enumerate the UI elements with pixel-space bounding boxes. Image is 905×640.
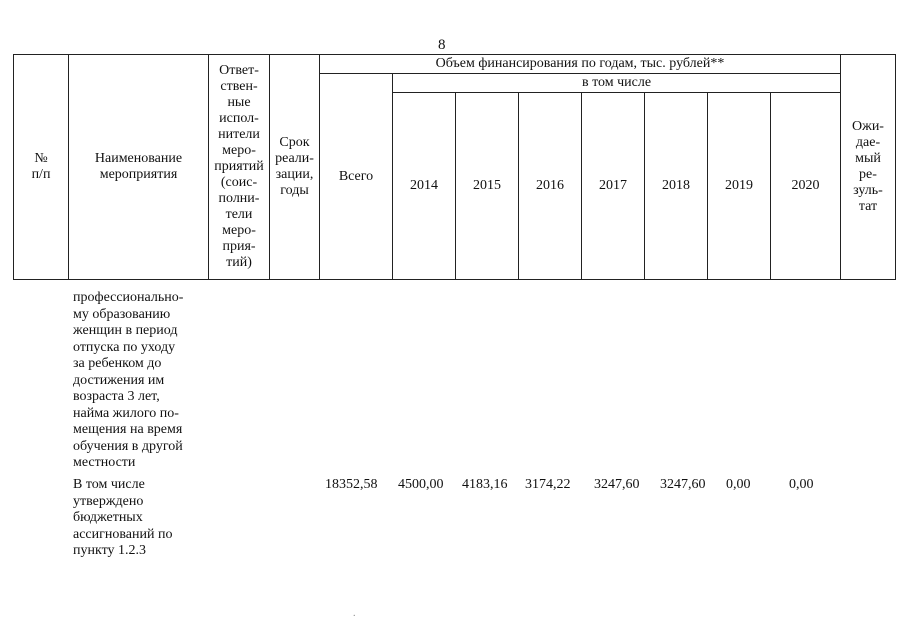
value-2014: 4500,00 bbox=[398, 477, 444, 492]
header-year: 2015 bbox=[456, 93, 519, 280]
value-total: 18352,58 bbox=[325, 477, 378, 492]
header-including: в том числе bbox=[393, 74, 841, 93]
header-year: 2016 bbox=[519, 93, 582, 280]
value-2016: 3174,22 bbox=[525, 477, 571, 492]
page-number: 8 bbox=[438, 37, 446, 53]
value-2017: 3247,60 bbox=[594, 477, 640, 492]
header-term: Срок реали- зации, годы bbox=[270, 55, 320, 280]
header-responsible: Ответ- ствен- ные испол- нители меро- приятий (соис- полни- тели меро- прия- тий) bbox=[209, 55, 270, 280]
header-name: Наименование мероприятия bbox=[69, 55, 209, 280]
value-2018: 3247,60 bbox=[660, 477, 706, 492]
activity-description: профессионально- му образованию женщин в период отпуска по уходу за ребенком до достижения им возраста 3 лет, найма жилого по- мещения на время обучения в другой местности bbox=[73, 290, 184, 470]
header-year: 2014 bbox=[393, 93, 456, 280]
activity-subitem: В том числе утверждено бюджетных ассигнований по пункту 1.2.3 bbox=[73, 477, 173, 558]
header-year: 2020 bbox=[771, 93, 841, 280]
header-year: 2018 bbox=[645, 93, 708, 280]
header-year: 2019 bbox=[708, 93, 771, 280]
scan-dot: . bbox=[353, 608, 356, 619]
header-funding-title: Объем финансирования по годам, тыс. рублей** bbox=[320, 55, 841, 74]
header-result: Ожи- дае- мый ре- зуль- тат bbox=[841, 55, 896, 280]
value-2015: 4183,16 bbox=[462, 477, 508, 492]
header-total: Всего bbox=[320, 74, 393, 280]
header-num: № п/п bbox=[14, 55, 69, 280]
header-year: 2017 bbox=[582, 93, 645, 280]
value-2019: 0,00 bbox=[726, 477, 751, 492]
value-2020: 0,00 bbox=[789, 477, 814, 492]
header-table bbox=[13, 54, 896, 280]
